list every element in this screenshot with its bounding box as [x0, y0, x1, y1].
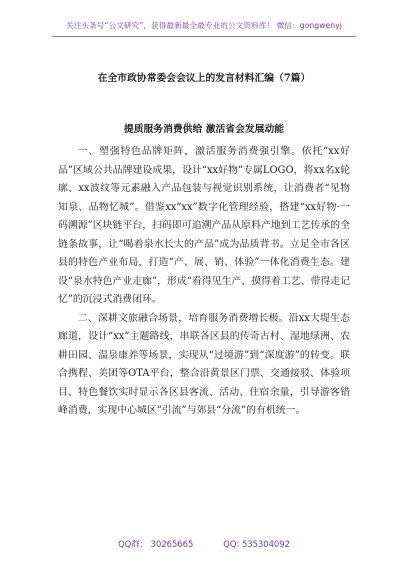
paragraph-2: 二、深耕文旅融合场景，培育服务消费增长极。沿xx大堤生态廊道，设计“xx”主题路线，串联各区县的传奇古村、湿地绿洲、农耕田园、温泉康养等场景，实现从“过境游”到“深度游”的转变。联合携程、美团等OTA平台，整合沿黄景区门票、交通接驳、体验项目、特色餐饮实时显示各区县客流、活动、住宿余量，引导游客错峰消费，实现中心城区“引流”与郊县“分流”的有机统一。 [58, 312, 350, 416]
qq-group-text: QQ群： 30265665 [118, 539, 194, 549]
section-title: 提质服务消费供给 激活省会发展动能 [123, 124, 285, 135]
paragraph-1: 一、塑强特色品牌矩阵，激活服务消费强引擎。依托“xx好品”区域公共品牌建设成果，设计“xx好物”专属LOGO，将xx名x轮廓、xx波纹等元素融入产品包装与视觉识别系统，让消费者“见物知泉、品物忆城”。借鉴xx“xx”数字化管理经验，搭建“xx好物·一码溯源”区块链平台，扫码即可追溯产品从原料产地到工艺传承的全链条故事，让“喝着泉水长大的产品”成为品质背书。立足全市各区县的特色产业布局，打造“产、展、销、体验”一体化消费生态。建设“泉水特色产业走廊”，形成“看得见生产、摸得着工艺、带得走记忆”的沉浸式消费闭环。 [58, 146, 350, 305]
promo-banner: 关注头条号“公文研究”，获得最新最全最专业的公文资料库！ 微信：gongwenyj [66, 21, 342, 30]
contact-footer [0, 538, 408, 550]
header-divider [52, 36, 356, 37]
body-text [58, 143, 350, 421]
document-title: 在全市政协常委会会议上的发言材料汇编（7篇） [97, 73, 311, 84]
qq-contact-text: QQ: 535304092 [223, 539, 290, 549]
